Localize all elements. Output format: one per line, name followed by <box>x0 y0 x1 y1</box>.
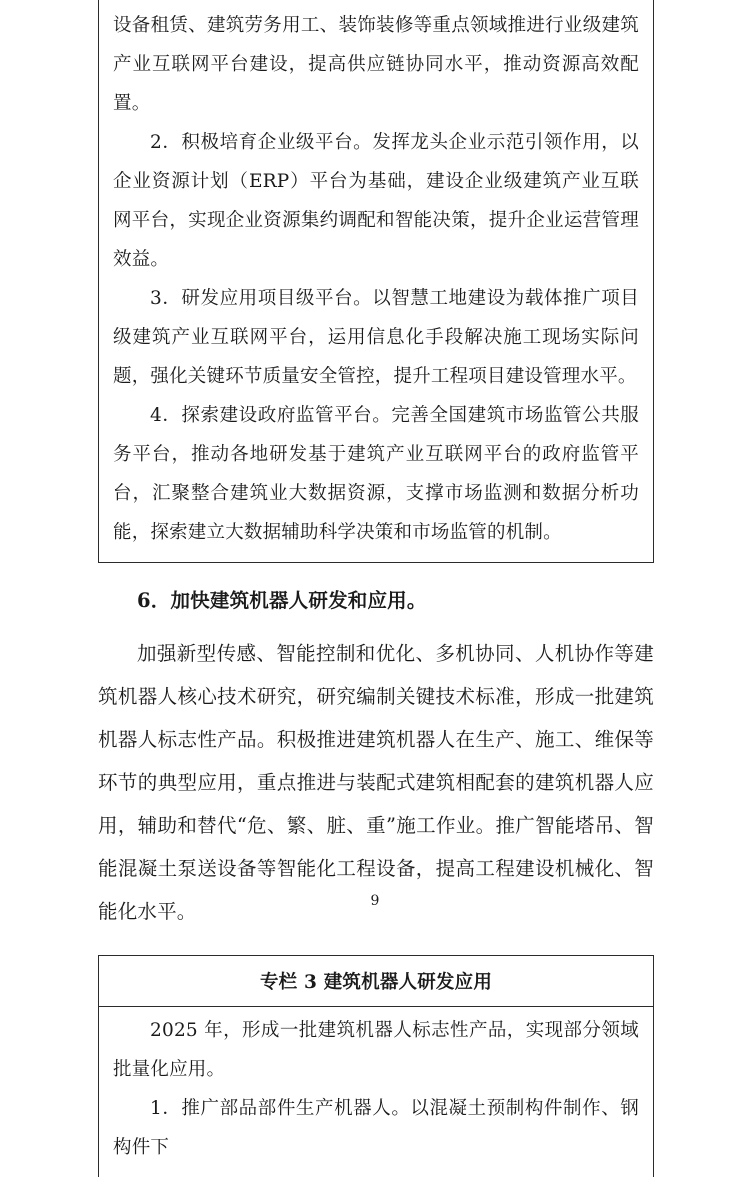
column-box-title: 专栏 3 建筑机器人研发应用 <box>259 972 493 993</box>
paragraph: 2025 年，形成一批建筑机器人标志性产品，实现部分领域批量化应用。 <box>113 1020 639 1080</box>
column-box-top-continued <box>98 0 654 563</box>
column-box-body <box>113 1007 639 1167</box>
column-box-bottom <box>98 955 654 1177</box>
spacer <box>98 563 654 579</box>
page-content <box>98 0 654 1177</box>
paragraph: 加强新型传感、智能控制和优化、多机协同、人机协作等建筑机器人核心技术研究，研究编制关键技术标准，形成一批建筑机器人标志性产品。积极推进建筑机器人在生产、施工、维保等环节的典型应用，重点推进与装配式建筑相配套的建筑机器人应用，辅助和替代“危、繁、脏、重”施工作业。推广智能塔吊、智能混凝土泵送设备等智能化工程设备，提高工程建设机械化、智能化水平。 <box>98 642 654 923</box>
paragraph: 1．推广部品部件生产机器人。以混凝土预制构件制作、钢构件下 <box>113 1098 639 1158</box>
paragraph: 设备租赁、建筑劳务用工、装饰装修等重点领域推进行业级建筑产业互联网平台建设，提高供应链协同水平，推动资源高效配置。 <box>113 15 639 114</box>
section-heading: 6．加快建筑机器人研发和应用。 <box>137 589 427 612</box>
spacer <box>98 933 654 955</box>
section-block <box>98 579 654 933</box>
page-number: 9 <box>370 893 380 909</box>
paragraph: 2．积极培育企业级平台。发挥龙头企业示范引领作用，以企业资源计划（ERP）平台为基础，建设企业级建筑产业互联网平台，实现企业资源集约调配和智能决策，提升企业运营管理效益。 <box>113 132 639 270</box>
spacer <box>98 622 654 632</box>
paragraph: 4．探索建设政府监管平台。完善全国建筑市场监管公共服务平台，推动各地研发基于建筑产业互联网平台的政府监管平台，汇聚整合建筑业大数据资源，支撑市场监测和数据分析功能，探索建立大数据辅助科学决策和市场监管的机制。 <box>113 405 639 543</box>
paragraph: 3．研发应用项目级平台。以智慧工地建设为载体推广项目级建筑产业互联网平台，运用信息化手段解决施工现场实际问题，强化关键环节质量安全管控，提升工程项目建设管理水平。 <box>113 288 639 387</box>
